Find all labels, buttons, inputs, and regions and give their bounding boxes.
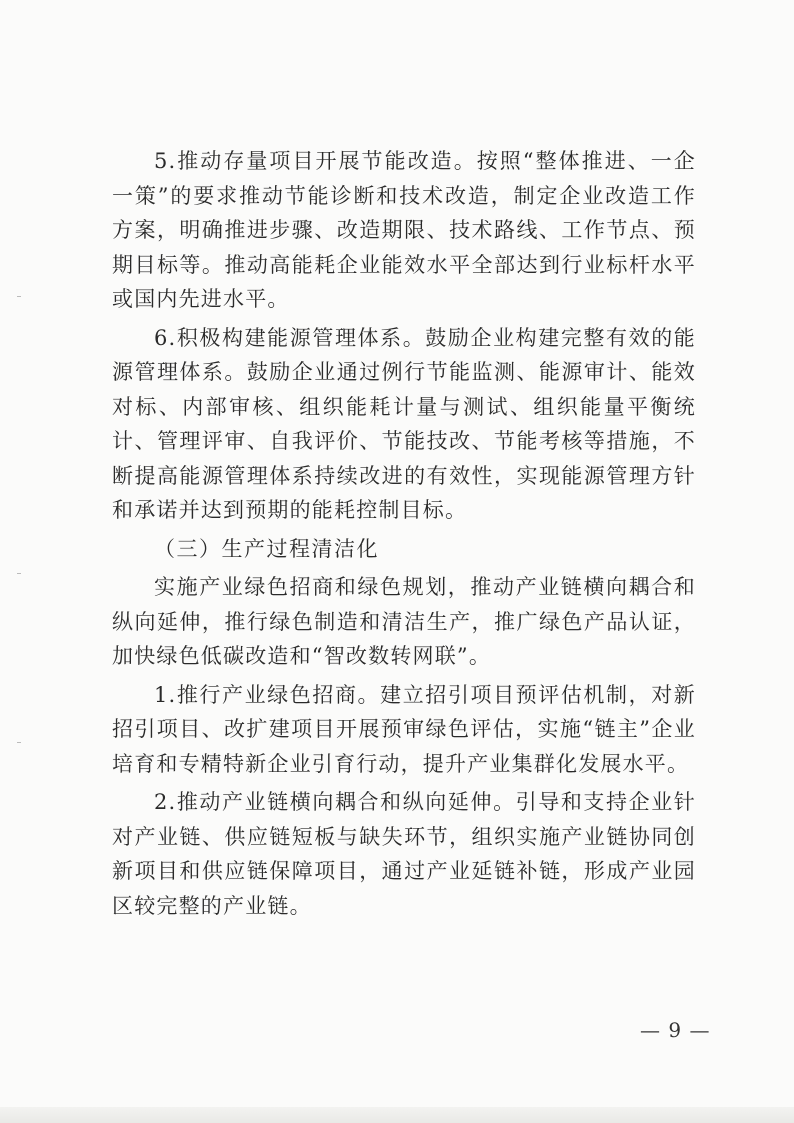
section-heading: （三）生产过程清洁化: [154, 536, 379, 561]
paragraph-item-5: 5.推动存量项目开展节能改造。按照“整体推进、一企一策”的要求推动节能诊断和技术改造，制定企业改造工作方案，明确推进步骤、改造期限、技术路线、工作节点、预期目标等。推动高能耗企业能效水平全部达到行业标杆水平或国内先进水平。: [112, 149, 696, 311]
paragraph-item-2: 2.推动产业链横向耦合和纵向延伸。引导和支持企业针对产业链、供应链短板与缺失环节，组织实施产业链协同创新项目和供应链保障项目，通过产业延链补链，形成产业园区较完整的产业链。: [112, 790, 696, 918]
paragraph-item-1: 1.推行产业绿色招商。建立招引项目预评估机制，对新招引项目、改扩建项目开展预审绿色评估，实施“链主”企业培育和专精特新企业引育行动，提升产业集群化发展水平。: [112, 682, 696, 776]
body-text: [112, 144, 696, 927]
scan-mark: [17, 573, 21, 574]
page-number: — 9 —: [640, 1018, 711, 1042]
scan-mark: [17, 296, 21, 297]
page-bottom-edge: [0, 1107, 794, 1123]
paragraph-item-6: 6.积极构建能源管理体系。鼓励企业构建完整有效的能源管理体系。鼓励企业通过例行节能监测、能源审计、能效对标、内部审核、组织能耗计量与测试、组织能量平衡统计、管理评审、自我评价、节能技改、节能考核等措施，不断提高能源管理体系持续改进的有效性，实现能源管理方针和承诺并达到预期的能耗控制目标。: [112, 325, 696, 522]
section-intro: 实施产业绿色招商和绿色规划，推动产业链横向耦合和纵向延伸，推行绿色制造和清洁生产，推广绿色产品认证，加快绿色低碳改造和“智改数转网联”。: [112, 575, 696, 668]
scan-mark: [17, 742, 21, 743]
